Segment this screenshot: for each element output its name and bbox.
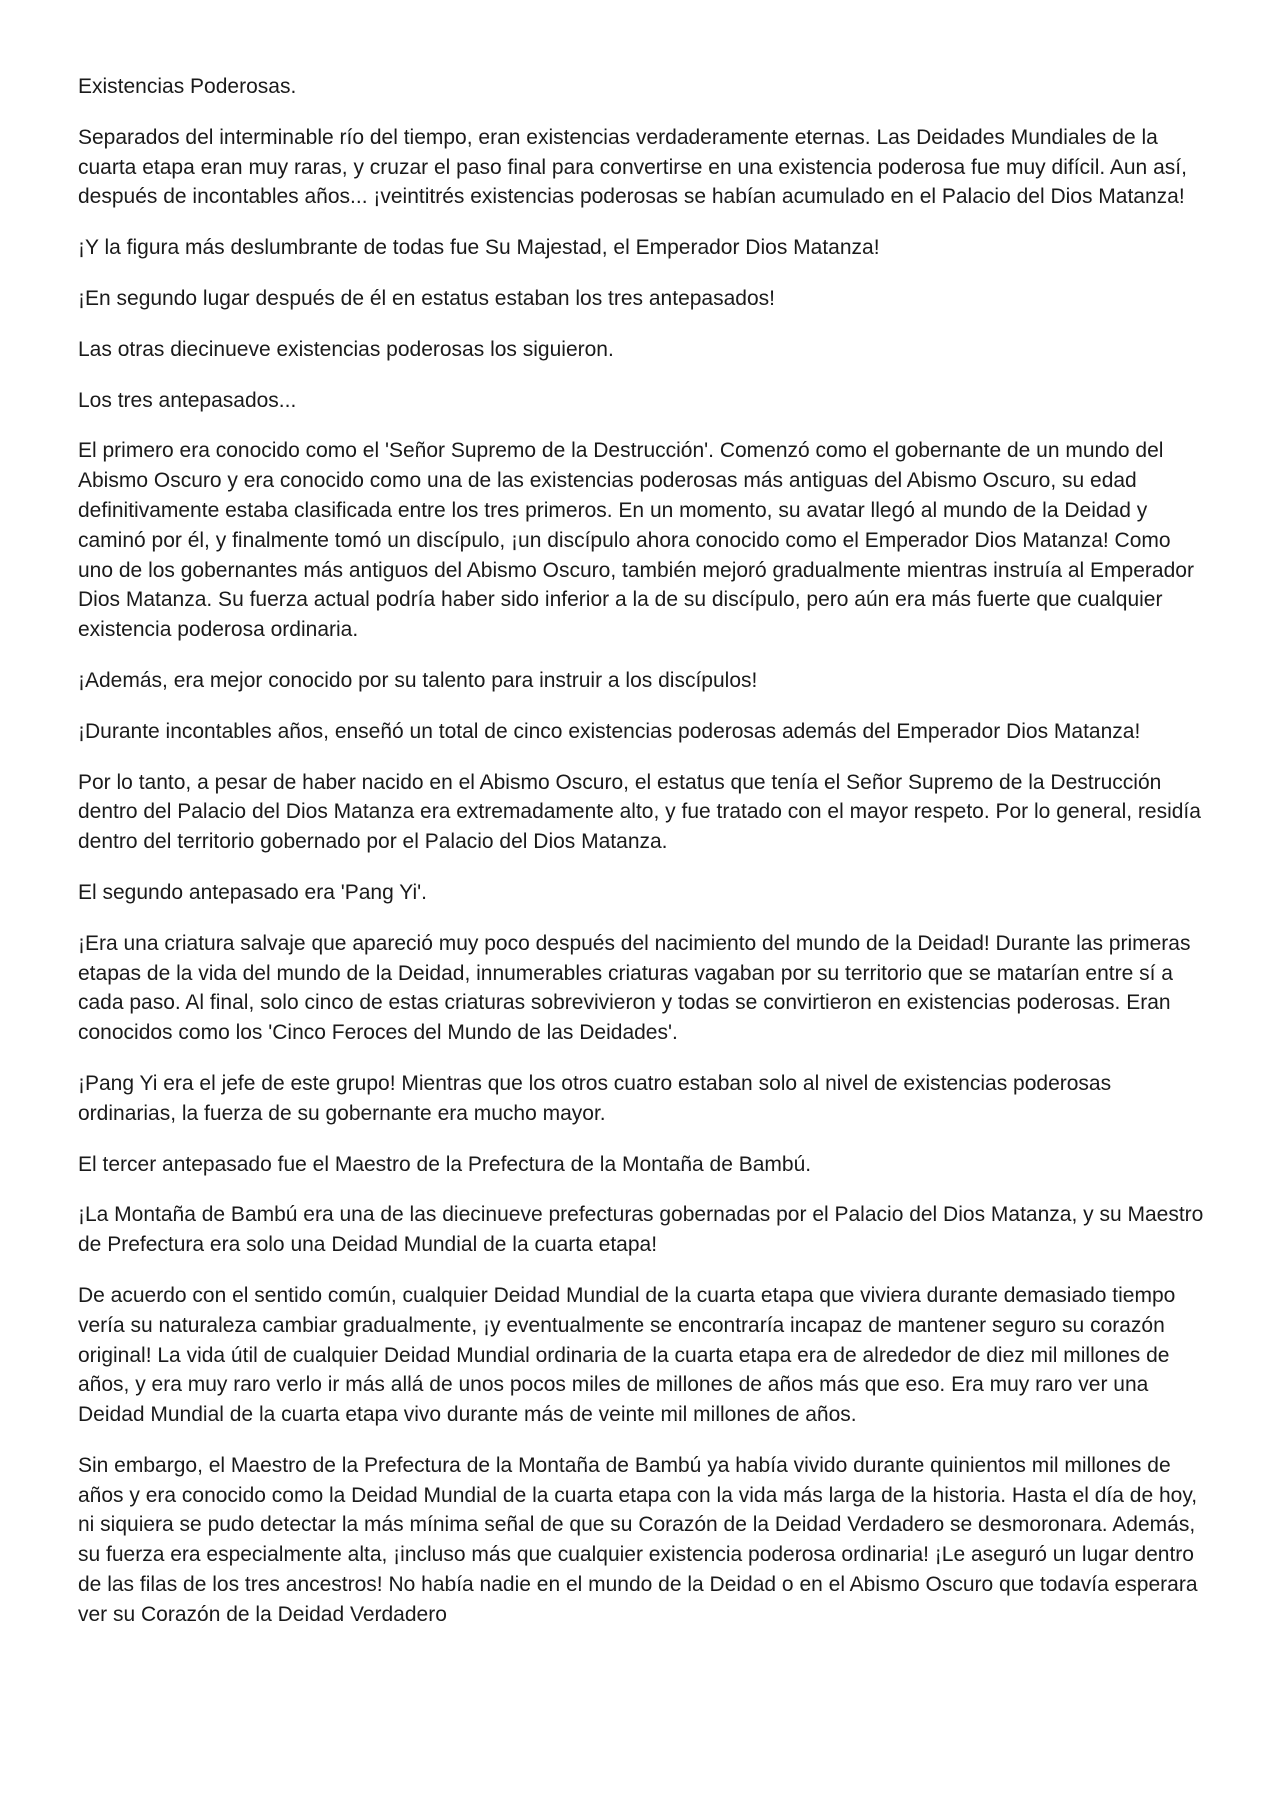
paragraph: ¡La Montaña de Bambú era una de las diecinueve prefecturas gobernadas por el Palacio del Dios Matanza, y su Maestro de Prefectura era solo una Deidad Mundial de la cuarta etapa!: [78, 1203, 1204, 1257]
paragraph: Los tres antepasados...: [78, 388, 297, 412]
paragraph: ¡Y la figura más deslumbrante de todas fue Su Majestad, el Emperador Dios Matanza!: [78, 236, 880, 260]
paragraph: ¡Era una criatura salvaje que apareció muy poco después del nacimiento del mundo de la Deidad! Durante las primeras etapas de la vida del mundo de la Deidad, innumerables criaturas vagaban por su territorio que se matarían entre sí a cada paso. Al final, solo cinco de estas criaturas sobrevivieron y todas se convirtieron en existencias poderosas. Eran conocidos como los 'Cinco Feroces del Mundo de las Deidades'.: [78, 931, 1191, 1045]
paragraph: El segundo antepasado era 'Pang Yi'.: [78, 880, 427, 904]
paragraph: De acuerdo con el sentido común, cualquier Deidad Mundial de la cuarta etapa que viviera durante demasiado tiempo vería su naturaleza cambiar gradualmente, ¡y eventualmente se encontraría incapaz de mantener seguro su corazón original! La vida útil de cualquier Deidad Mundial ordinaria de la cuarta etapa era de alrededor de diez mil millones de años, y era muy raro verlo ir más allá de unos pocos miles de millones de años más que eso. Era muy raro ver una Deidad Mundial de la cuarta etapa vivo durante más de veinte mil millones de años.: [78, 1283, 1176, 1427]
paragraph: Sin embargo, el Maestro de la Prefectura de la Montaña de Bambú ya había vivido durante quinientos mil millones de años y era conocido como la Deidad Mundial de la cuarta etapa con la vida más larga de la historia. Hasta el día de hoy, ni siquiera se pudo detectar la más mínima señal de que su Corazón de la Deidad Verdadero se desmoronara. Además, su fuerza era especialmente alta, ¡incluso más que cualquier existencia poderosa ordinaria! ¡Le aseguró un lugar dentro de las filas de los tres ancestros! No había nadie en el mundo de la Deidad o en el Abismo Oscuro que todavía esperara ver su Corazón de la Deidad Verdadero: [78, 1453, 1198, 1626]
document-page: [78, 72, 1206, 1651]
paragraph: Existencias Poderosas.: [78, 75, 297, 98]
paragraph: ¡Además, era mejor conocido por su talento para instruir a los discípulos!: [78, 668, 758, 692]
paragraph: ¡Durante incontables años, enseñó un total de cinco existencias poderosas además del Emperador Dios Matanza!: [78, 719, 1141, 743]
paragraph: Separados del interminable río del tiempo, eran existencias verdaderamente eternas. Las Deidades Mundiales de la cuarta etapa eran muy raras, y cruzar el paso final para convertirse en una existencia poderosa fue muy difícil. Aun así, después de incontables años... ¡veintitrés existencias poderosas se habían acumulado en el Palacio del Dios Matanza!: [78, 125, 1187, 209]
paragraph: El primero era conocido como el 'Señor Supremo de la Destrucción'. Comenzó como el gobernante de un mundo del Abismo Oscuro y era conocido como una de las existencias poderosas más antiguas del Abismo Oscuro, su edad definitivamente estaba clasificada entre los tres primeros. En un momento, su avatar llegó al mundo de la Deidad y caminó por él, y finalmente tomó un discípulo, ¡un discípulo ahora conocido como el Emperador Dios Matanza! Como uno de los gobernantes más antiguos del Abismo Oscuro, también mejoró gradualmente mientras instruía al Emperador Dios Matanza. Su fuerza actual podría haber sido inferior a la de su discípulo, pero aún era más fuerte que cualquier existencia poderosa ordinaria.: [78, 439, 1194, 642]
paragraph: Por lo tanto, a pesar de haber nacido en el Abismo Oscuro, el estatus que tenía el Señor Supremo de la Destrucción dentro del Palacio del Dios Matanza era extremadamente alto, y fue tratado con el mayor respeto. Por lo general, residía dentro del territorio gobernado por el Palacio del Dios Matanza.: [78, 770, 1201, 854]
paragraph: Las otras diecinueve existencias poderosas los siguieron.: [78, 337, 614, 361]
paragraph: ¡En segundo lugar después de él en estatus estaban los tres antepasados!: [78, 286, 775, 310]
paragraph: El tercer antepasado fue el Maestro de la Prefectura de la Montaña de Bambú.: [78, 1152, 812, 1176]
paragraph: ¡Pang Yi era el jefe de este grupo! Mientras que los otros cuatro estaban solo al nivel de existencias poderosas ordinarias, la fuerza de su gobernante era mucho mayor.: [78, 1071, 1112, 1125]
